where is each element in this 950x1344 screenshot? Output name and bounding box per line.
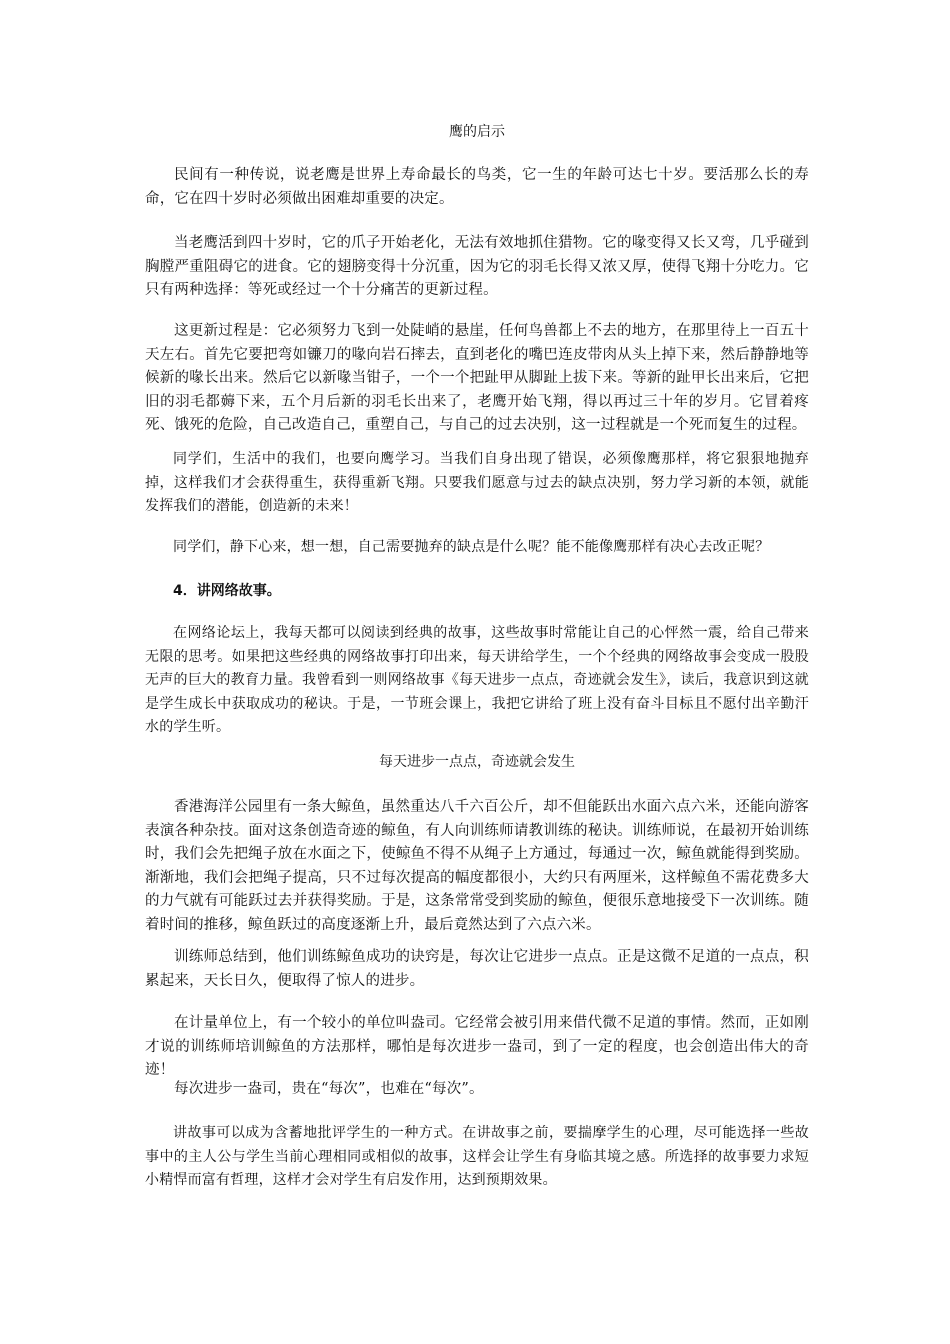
paragraph-every-time: 每次进步一盎司，贵在“每次”，也难在“每次”。 [174, 1081, 484, 1097]
paragraph-eagle-aging: 当老鹰活到四十岁时，它的爪子开始老化，无法有效地抓住猎物。它的喙变得又长又弯，几乎碰到胸膛严重阻碍它的进食。它的翅膀变得十分沉重，因为它的羽毛长得又浓又厚，使得飞翔十分吃力。它只有两种选择：等死或经过一个十分痛苦的更新过程。 [145, 235, 809, 298]
paragraph-legend: 民间有一种传说，说老鹰是世界上寿命最长的鸟类，它一生的年龄可达七十岁。要活那么长的寿命，它在四十岁时必须做出困难却重要的决定。 [145, 167, 809, 207]
paragraph-reflection-question: 同学们，静下心来，想一想，自己需要抛弃的缺点是什么呢？能不能像鹰那样有决心去改正呢？ [173, 539, 770, 555]
paragraph-storytelling-method: 讲故事可以成为含蓄地批评学生的一种方式。在讲故事之前，要揣摩学生的心理，尽可能选择一些故事中的主人公与学生当前心理相同或相似的故事，这样会让学生有身临其境之感。所选择的故事要力求短小精悍而富有哲理，这样才会对学生有启发作用，达到预期效果。 [145, 1125, 809, 1188]
story-title-eagle: 鹰的启示 [449, 124, 505, 140]
paragraph-whale-story: 香港海洋公园里有一条大鲸鱼，虽然重达八千六百公斤，却不但能跃出水面六点六米，还能向游客表演各种杂技。面对这条创造奇迹的鲸鱼，有人向训练师请教训练的秘诀。训练师说，在最初开始训练时，我们会先把绳子放在水面之下，使鲸鱼不得不从绳子上方通过，每通过一次，鲸鱼就能得到奖励。渐渐地，我们会把绳子提高，只不过每次提高的幅度都很小，大约只有两厘米，这样鲸鱼不需花费多大的力气就有可能跃过去并获得奖励。于是，这条常常受到奖励的鲸鱼，便很乐意地接受下一次训练。随着时间的推移，鲸鱼跃过的高度逐渐上升，最后竟然达到了六点六米。 [145, 799, 809, 933]
story-title-daily-progress: 每天进步一点点，奇迹就会发生 [379, 754, 575, 770]
paragraph-learn-from-eagle: 同学们，生活中的我们，也要向鹰学习。当我们自身出现了错误，必须像鹰那样，将它狠狠地抛弃掉，这样我们才会获得重生，获得重新飞翔。只要我们愿意与过去的缺点决别，努力学习新的本领，就能发挥我们的潜能，创造新的未来！ [145, 451, 809, 514]
section-heading-online-stories: 4．讲网络故事。 [173, 583, 281, 599]
paragraph-renewal-process: 这更新过程是：它必须努力飞到一处陡峭的悬崖，任何鸟兽都上不去的地方，在那里待上一百五十天左右。首先它要把弯如镰刀的喙向岩石摔去，直到老化的嘴巴连皮带肉从头上掉下来，然后静静地等候新的喙长出来。然后它以新喙当钳子，一个一个把趾甲从脚趾上拔下来。等新的趾甲长出来后，它把旧的羽毛都薅下来，五个月后新的羽毛长出来了，老鹰开始飞翔，得以再过三十年的岁月。它冒着疼死、饿死的危险，自己改造自己，重塑自己，与自己的过去决别，这一过程就是一个死而复生的过程。 [145, 323, 809, 433]
paragraph-ounce: 在计量单位上，有一个较小的单位叫盎司。它经常会被引用来借代微不足道的事情。然而，正如刚才说的训练师培训鲸鱼的方法那样，哪怕是每次进步一盎司，到了一定的程度，也会创造出伟大的奇迹！ [145, 1015, 809, 1078]
paragraph-trainer-summary: 训练师总结到，他们训练鲸鱼成功的诀窍是，每次让它进步一点点。正是这微不足道的一点点，积累起来，天长日久，便取得了惊人的进步。 [145, 949, 809, 989]
paragraph-online-forum: 在网络论坛上，我每天都可以阅读到经典的故事，这些故事时常能让自己的心怦然一震，给自己带来无限的思考。如果把这些经典的网络故事打印出来，每天讲给学生，一个个经典的网络故事会变成一股股无声的巨大的教育力量。我曾看到一则网络故事《每天进步一点点，奇迹就会发生》，读后，我意识到这就是学生成长中获取成功的秘诀。于是，一节班会课上，我把它讲给了班上没有奋斗目标且不愿付出辛勤汗水的学生听。 [145, 625, 809, 735]
